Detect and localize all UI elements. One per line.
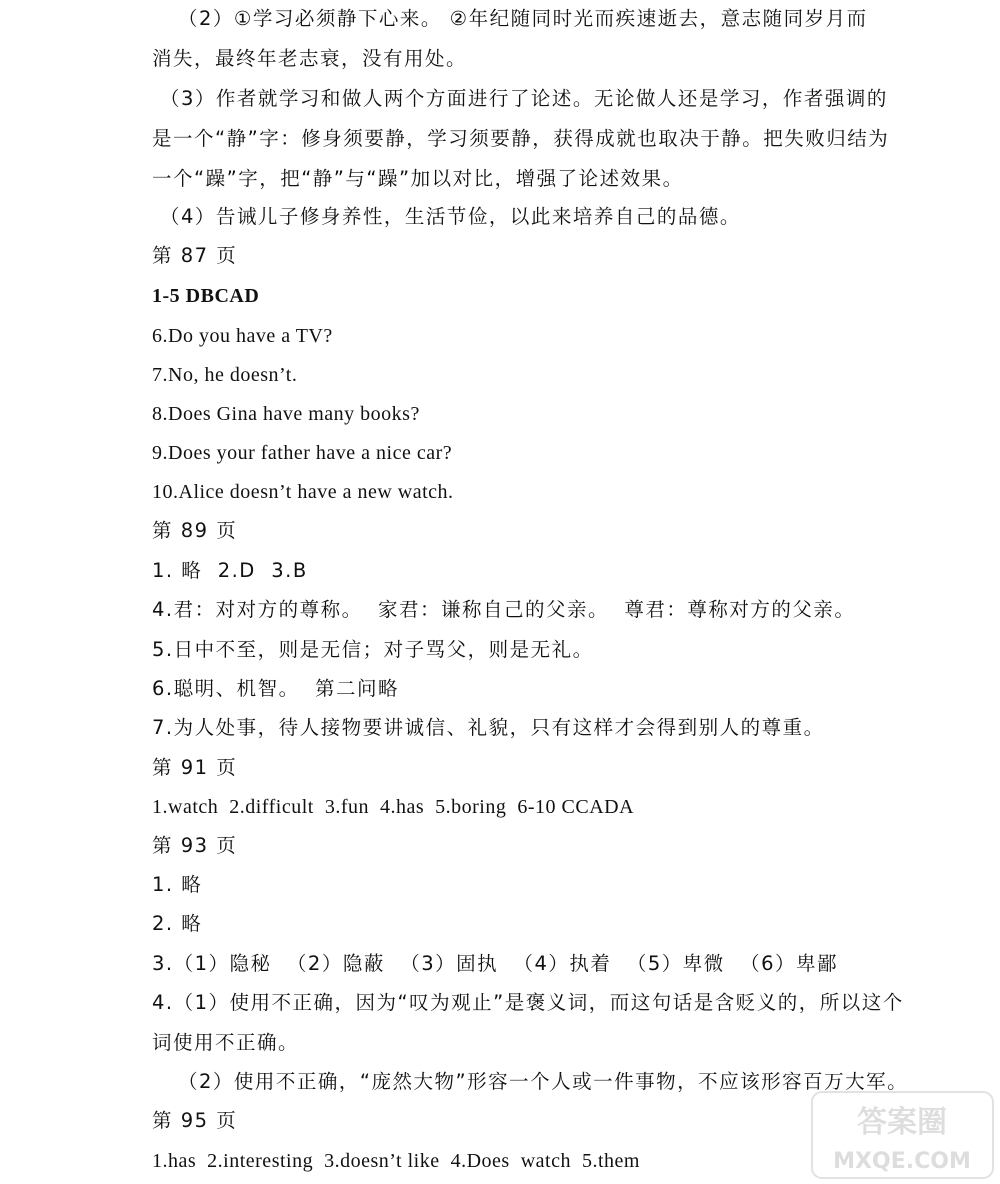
text-line: 4.君：对对方的尊称。 家君：谦称自己的父亲。 尊君：尊称对方的父亲。 [152,598,856,621]
text-line: 一个“躁”字，把“静”与“躁”加以对比，增强了论述效果。 [152,167,684,190]
text-line: 3.（1）隐秘 （2）隐蔽 （3）固执 （4）执着 （5）卑微 （6）卑鄙 [152,952,839,975]
page-heading: 第 95 页 [152,1109,238,1132]
watermark-text-bottom: MXQE.COM [833,1149,971,1174]
text-line: 7.为人处事，待人接物要讲诚信、礼貌，只有这样才会得到别人的尊重。 [152,716,825,739]
text-line: 消失，最终年老志衰，没有用处。 [152,47,468,70]
text-line: 1. 略 2.D 3.B [152,559,308,582]
watermark-logo [810,1090,995,1180]
text-line: 是一个“静”字：修身须要静，学习须要静，获得成就也取决于静。把失败归结为 [152,127,890,150]
page-heading: 第 91 页 [152,756,238,779]
text-line: （2）使用不正确，“庞然大物”形容一个人或一件事物，不应该形容百万大军。 [178,1070,909,1093]
page-heading: 第 89 页 [152,519,238,542]
text-line: 6.聪明、机智。 第二问略 [152,677,400,700]
text-line: （2）①学习必须静下心来。 ②年纪随同时光而疾速逝去，意志随同岁月而 [178,7,868,30]
text-line: 1. 略 [152,873,203,896]
text-line: （4）告诫儿子修身养性，生活节俭，以此来培养自己的品德。 [160,205,741,228]
page-heading: 第 93 页 [152,834,238,857]
watermark-text-top: 答案圈 [857,1105,947,1140]
page-heading: 第 87 页 [152,244,238,267]
text-line: 10.Alice doesn’t have a new watch. [152,481,454,503]
text-line: 1.watch 2.difficult 3.fun 4.has 5.boring 6-10 CCADA [152,796,635,818]
text-line: 6.Do you have a TV? [152,325,333,347]
text-line: 8.Does Gina have many books? [152,403,420,425]
text-line: （3）作者就学习和做人两个方面进行了论述。无论做人还是学习，作者强调的 [160,87,888,110]
text-line: 4.（1）使用不正确，因为“叹为观止”是褒义词，而这句话是含贬义的，所以这个 [152,991,904,1014]
text-line: 词使用不正确。 [152,1031,300,1054]
text-line: 5.日中不至，则是无信；对子骂父，则是无礼。 [152,638,594,661]
text-line: 1.has 2.interesting 3.doesn’t like 4.Does watch 5.them [152,1150,640,1172]
text-line: 2. 略 [152,912,203,935]
text-line: 7.No, he doesn’t. [152,364,298,386]
text-line: 1-5 DBCAD [152,285,260,307]
text-line: 9.Does your father have a nice car? [152,442,453,464]
